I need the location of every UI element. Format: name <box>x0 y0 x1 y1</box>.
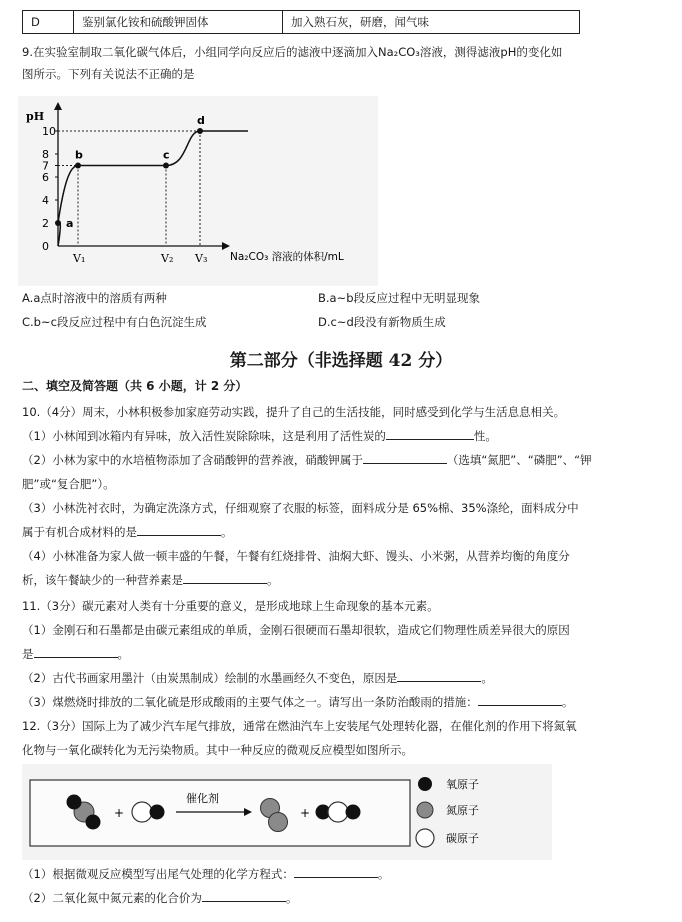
oxygen-atom <box>67 795 82 810</box>
y-tick-label: 7 <box>42 159 49 173</box>
plus-sign-1: + <box>114 806 125 820</box>
q10-part4-text: 析，该午餐缺少的一种营养素是 <box>22 573 183 587</box>
answer-blank[interactable] <box>34 646 118 658</box>
q10-part4-suffix: 。 <box>267 573 279 587</box>
data-point-b <box>75 163 81 169</box>
legend-carbon-icon <box>416 829 434 847</box>
q10-part1-suffix: 性。 <box>473 429 497 443</box>
legend-carbon-label: 碳原子 <box>446 832 479 845</box>
q12-part1-suffix: 。 <box>377 867 390 881</box>
table-cell-method: 加入熟石灰，研磨，闻气味 <box>283 11 580 34</box>
q10-part2-suffix: （选填“氮肥”、“磷肥”、“钾 <box>446 453 592 467</box>
answer-blank[interactable] <box>478 694 562 706</box>
option-table-row-d <box>22 10 580 34</box>
y-tick-label: 4 <box>42 194 49 207</box>
nitrogen-atom <box>269 813 288 832</box>
oxygen-atom <box>150 805 165 820</box>
q9-option-b[interactable]: B.a~b段反应过程中无明显现象 <box>318 291 481 305</box>
q12-stem-continued: 化物与一氧化碳转化为无污染物质。其中一种反应的微观反应模型如图所示。 <box>22 743 413 757</box>
part-two-title: 第二部分（非选择题 42 分） <box>229 351 453 371</box>
carbon-atom <box>132 802 152 822</box>
q10-part1 <box>22 428 497 444</box>
legend-nitrogen-icon <box>417 802 433 818</box>
y-tick-label: 8 <box>42 148 49 161</box>
q10-part3-suffix: 。 <box>221 525 233 539</box>
q11-part2 <box>22 670 493 686</box>
data-point-a <box>55 220 61 226</box>
q10-part4: （4）小林准备为家人做一顿丰盛的午餐，午餐有红烧排骨、油焖大虾、馒头、小米粥，从营养均衡的角度分 <box>22 549 570 563</box>
q10-part2-continued: 肥”或“复合肥”）。 <box>22 477 115 491</box>
y-tick-label: 2 <box>42 217 49 230</box>
q12-stem: 12.（3分）国际上为了减少汽车尾气排放，通常在燃油汽车上安装尾气处理转化器，在催化剂的作用下将氮氧 <box>22 719 577 733</box>
q10-part4-continued <box>22 572 279 588</box>
origin-label: 0 <box>42 240 49 253</box>
ph-chart <box>18 96 378 286</box>
q11-part2-text: （2）古代书画家用墨汁（由炭黑制成）绘制的水墨画经久不变色，原因是 <box>22 671 398 685</box>
legend-nitrogen-label: 氮原子 <box>446 804 479 817</box>
q10-part1-text: （1）小林闻到冰箱内有异味，放入活性炭除除味，这是利用了活性炭的 <box>22 429 386 443</box>
answer-blank[interactable] <box>386 428 474 440</box>
x-tick-label: V₁ <box>73 252 86 265</box>
data-point-c <box>163 163 169 169</box>
oxygen-atom <box>86 815 101 830</box>
y-axis-label: pH <box>26 110 45 123</box>
legend-oxygen-icon <box>418 777 432 791</box>
q11-part1-text: 是 <box>22 647 34 661</box>
q11-part1-continued <box>22 646 129 662</box>
reactant-co-molecule <box>132 802 165 822</box>
q9-option-d[interactable]: D.c~d段没有新物质生成 <box>318 315 446 329</box>
product-co2-molecule <box>316 802 361 822</box>
y-tick-label: 6 <box>42 171 49 184</box>
q12-part1 <box>22 866 389 882</box>
q9-option-a[interactable]: A.a点时溶液中的溶质有两种 <box>22 291 167 305</box>
q9-stem-line1: 9.在实验室制取二氧化碳气体后，小组同学向反应后的滤液中逐滴加入Na₂CO₃溶液，测得滤液pH的变化如 <box>22 45 563 59</box>
data-point-label: c <box>163 148 170 162</box>
x-tick-label: V₃ <box>195 252 208 265</box>
q10-part3: （3）小林洗衬衣时，为确定洗涤方式，仔细观察了衣服的标签，面料成分是 65%棉、35%涤纶，面料成分中 <box>22 501 579 515</box>
legend-oxygen-label: 氧原子 <box>446 778 479 791</box>
q12-part2-suffix: 。 <box>285 891 298 905</box>
q12-part1-text: （1）根据微观反应模型写出尾气处理的化学方程式： <box>22 867 294 881</box>
q10-stem: 10.（4分）周末，小林积极参加家庭劳动实践，提升了自己的生活技能，同时感受到化学与生活息息相关。 <box>22 405 566 419</box>
q11-part3 <box>22 694 573 710</box>
plus-sign-2: + <box>300 806 311 820</box>
answer-blank[interactable] <box>183 572 267 584</box>
data-point-label: d <box>197 114 205 127</box>
reaction-model-diagram <box>22 764 552 860</box>
answer-blank[interactable] <box>202 890 286 902</box>
q12-part2 <box>22 890 297 906</box>
table-cell-label: D <box>23 11 74 34</box>
q12-part2-text: （2）二氧化氮中氮元素的化合价为 <box>22 891 202 905</box>
oxygen-atom <box>346 805 361 820</box>
q11-part3-text: （3）煤燃烧时排放的二氧化硫是形成酸雨的主要气体之一。请写出一条防治酸雨的措施： <box>22 695 478 709</box>
catalyst-label: 催化剂 <box>186 792 219 805</box>
data-point-label: b <box>75 148 83 162</box>
q9-option-c[interactable]: C.b~c段反应过程中有白色沉淀生成 <box>22 315 207 329</box>
q11-part3-suffix: 。 <box>561 695 574 709</box>
answer-blank[interactable] <box>363 452 447 464</box>
data-point-d <box>197 128 203 134</box>
q9-stem-line2: 图所示。下列有关说法不正确的是 <box>22 67 195 81</box>
q10-part3-text: 属于有机合成材料的是 <box>22 525 137 539</box>
q11-part1-suffix: 。 <box>117 647 129 661</box>
q11-stem: 11.（3分）碳元素对人类有十分重要的意义，是形成地球上生命现象的基本元素。 <box>22 599 439 613</box>
q10-part2-text: （2）小林为家中的水培植物添加了含硝酸钾的营养液，硝酸钾属于 <box>22 453 363 467</box>
data-point-label: a <box>66 217 74 230</box>
q10-part2 <box>22 452 592 468</box>
x-tick-label: V₂ <box>161 252 174 265</box>
q10-part3-continued <box>22 524 233 540</box>
carbon-atom <box>328 802 348 822</box>
y-tick-label: 10 <box>42 125 56 138</box>
x-axis-label: Na₂CO₃ 溶液的体积/mL <box>230 251 344 263</box>
answer-blank[interactable] <box>137 524 221 536</box>
answer-blank[interactable] <box>397 670 481 682</box>
answer-blank[interactable] <box>294 866 378 878</box>
section-two-heading: 二、填空及简答题（共 6 小题，计 2 分） <box>22 379 248 393</box>
table-cell-item: 鉴别氯化铵和硫酸钾固体 <box>74 11 283 34</box>
q11-part1: （1）金刚石和石墨都是由碳元素组成的单质，金刚石很硬而石墨却很软，造成它们物理性质差异很大的原因 <box>22 623 570 637</box>
q11-part2-suffix: 。 <box>481 671 493 685</box>
